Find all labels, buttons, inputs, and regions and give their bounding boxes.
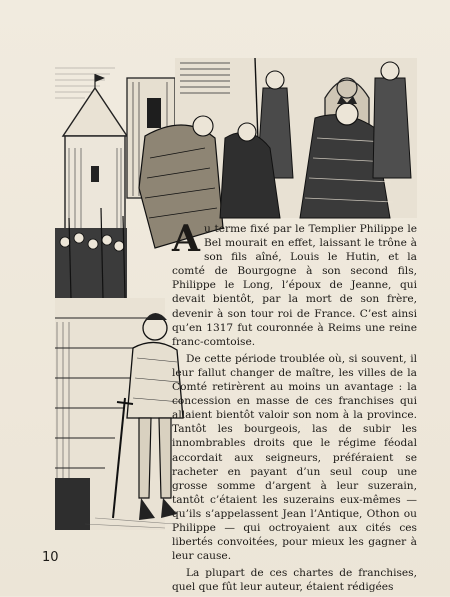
paragraph: La plupart de ces chartes de franchises, quel que fût leur auteur, étaient rédigées xyxy=(172,567,417,594)
paragraph: De cette période troublée où, si souvent, il leur fallut changer de maître, les villes de la Comté retirèrent au moins un avantage : la concession en masse de ces franchises qui allaient bientôt valoir son nom à la province. Tantôt les bourgeois, las de subir les innombrables droits que le régime féodal accordait aux seigneurs, préféraient se racheter en payant d’un seul coup une grosse somme d’argent à leur suzerain, tantôt c’étaient les suzerains eux-mêmes — qu’ils s’appelassent Jean l’Antique, Othon ou Philippe — qui octroyaient aux cités ces libertés convoitées, pour mieux les gagner à leur cause. xyxy=(172,352,417,563)
drop-cap: A xyxy=(172,218,200,260)
page-number: 10 xyxy=(42,550,59,565)
body-text xyxy=(172,218,417,597)
paragraph-text: u terme fixé par le Templier Philippe le Bel mourait en effet, laissant le trône à son fils aîné, Louis le Hutin, et la comté de Bourgogne à son second fils, Philippe le Long, l’époux de Jeanne, qui devait bientôt, par la mort de son frère, devenir à son tour roi de France. C’est ainsi qu’en 1317 fut couronnée à Reims une reine franc-comtoise. xyxy=(172,223,417,348)
paragraph xyxy=(172,218,417,349)
